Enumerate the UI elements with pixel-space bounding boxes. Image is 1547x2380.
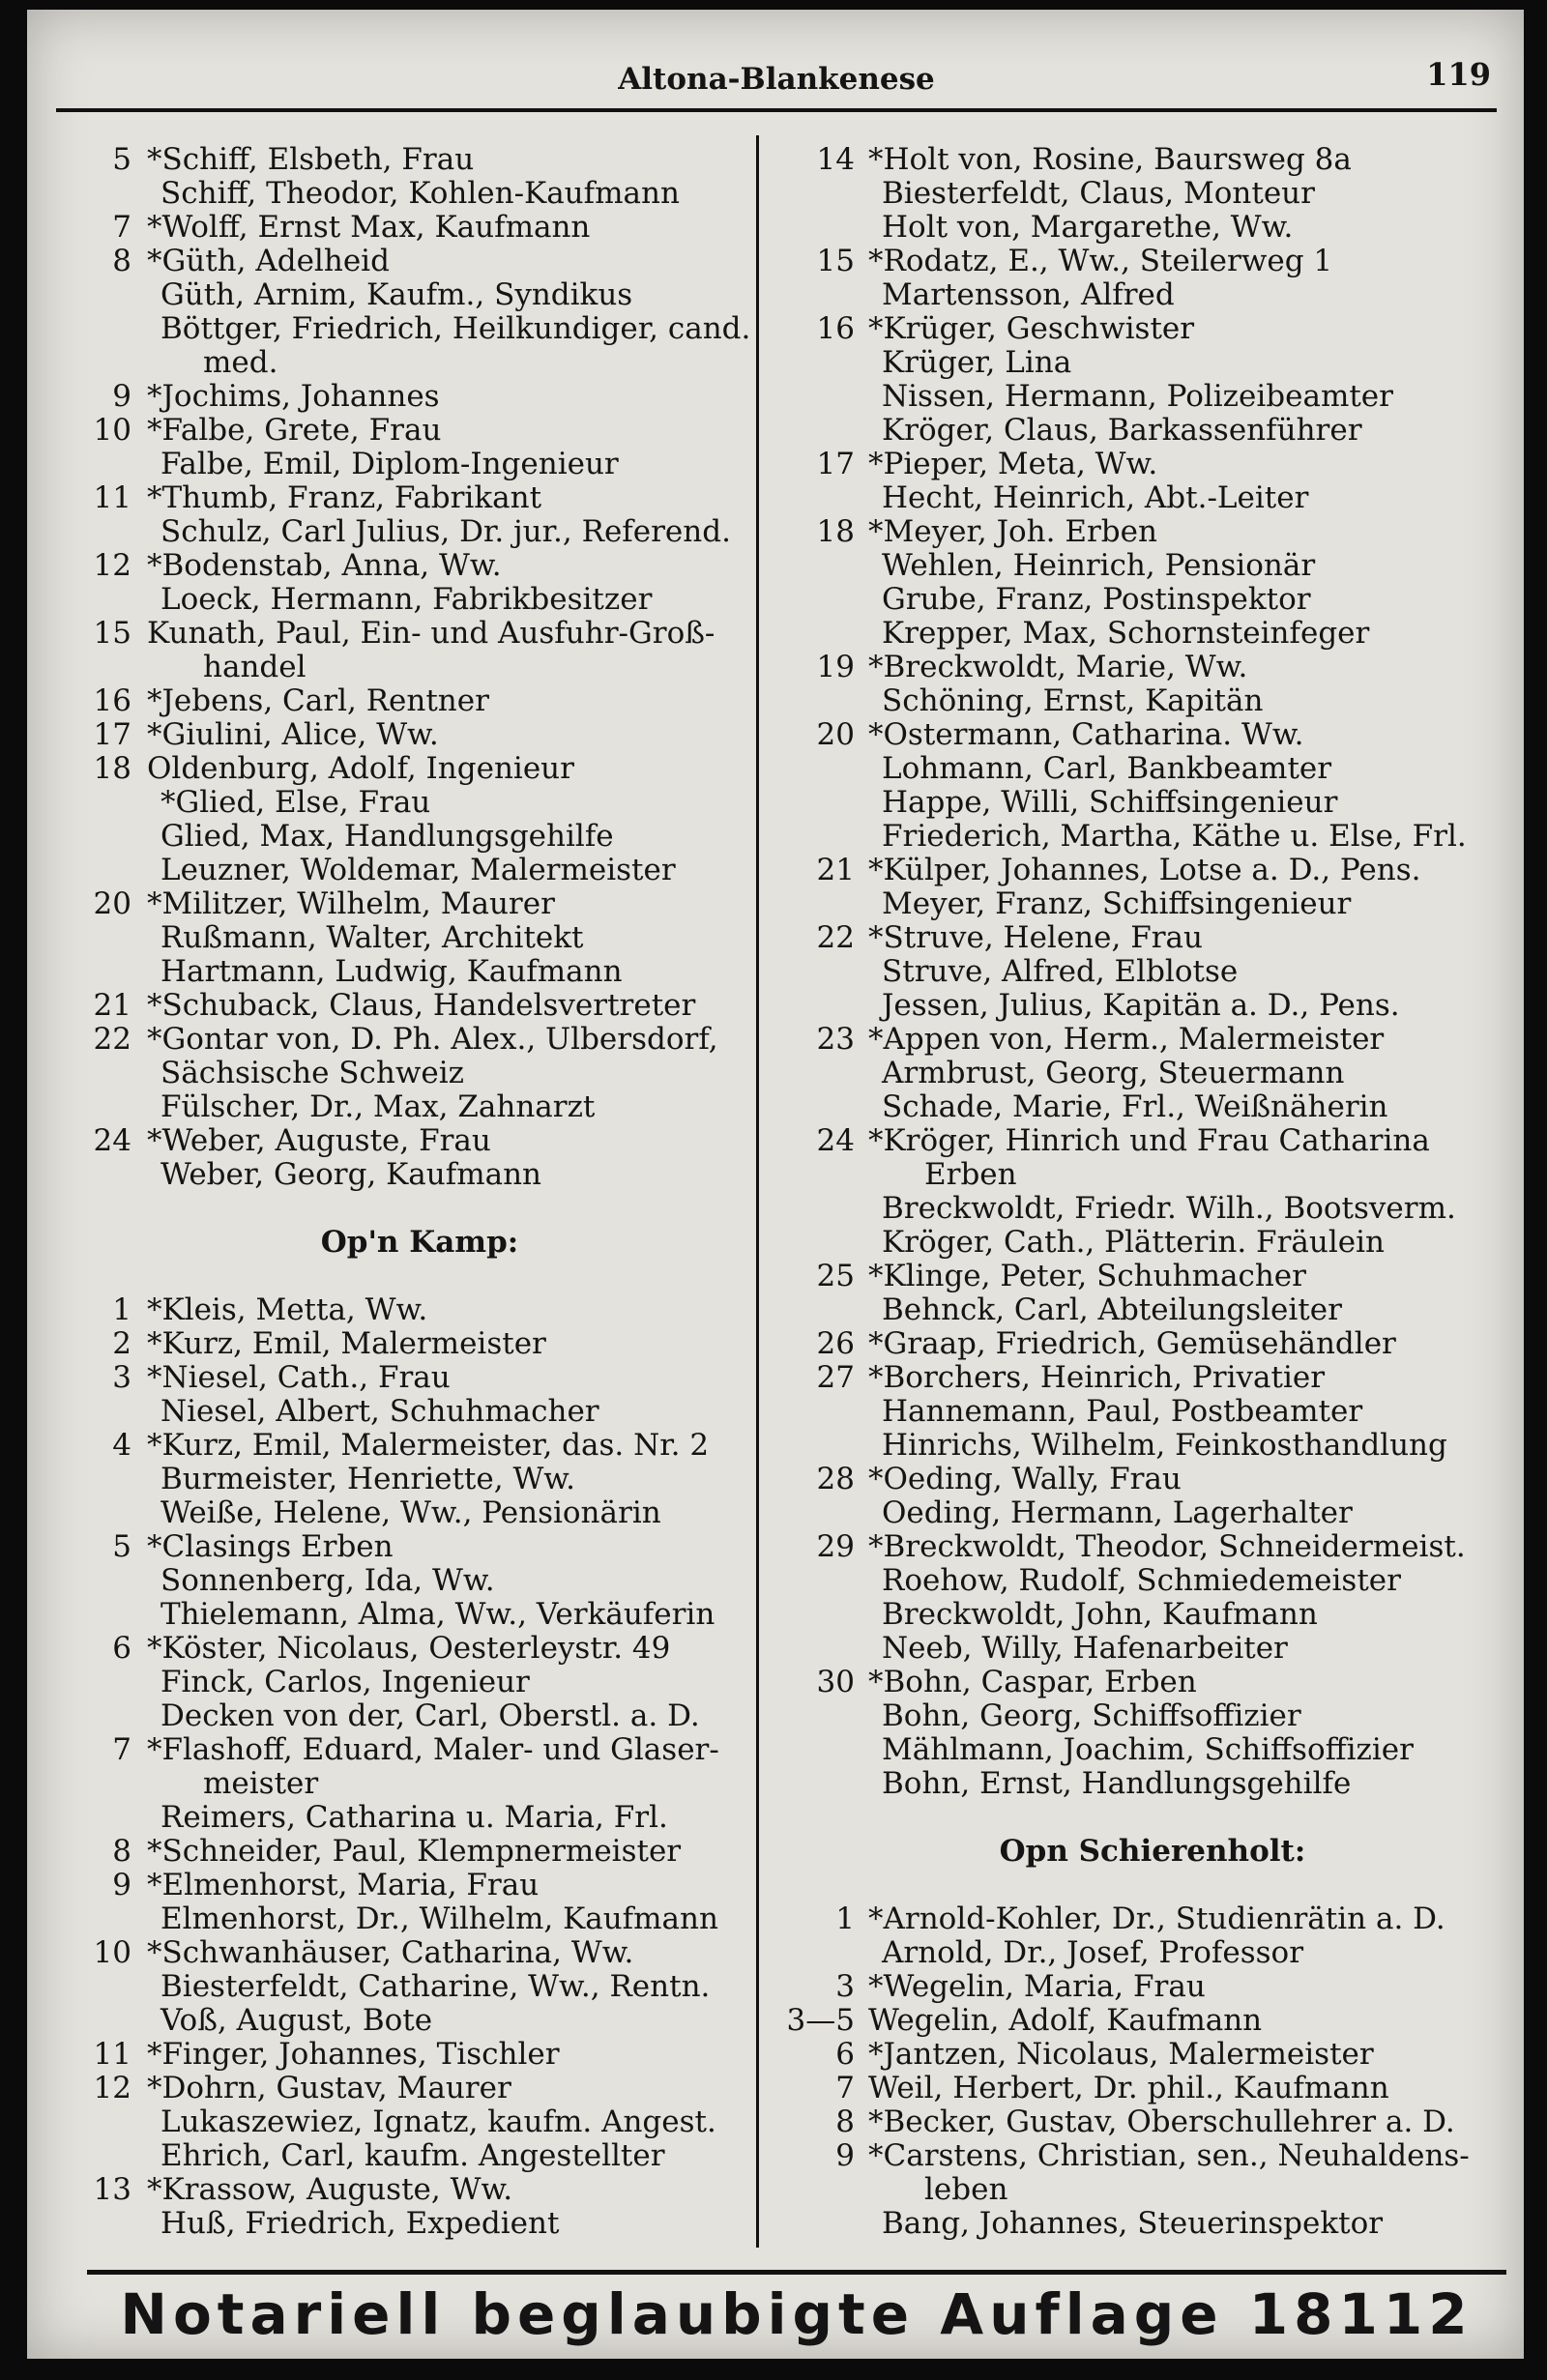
directory-entry <box>72 1327 768 1361</box>
directory-entry <box>72 1970 768 2004</box>
directory-entry <box>72 177 768 211</box>
house-number: 9 <box>835 2138 855 2173</box>
directory-entry <box>785 718 1520 752</box>
house-number: 10 <box>93 413 131 448</box>
directory-entry <box>785 1226 1520 1260</box>
resident-entry: *Gontar von, D. Ph. Alex., Ulbersdorf, <box>147 1022 718 1057</box>
resident-entry: med. <box>203 345 278 380</box>
directory-entry <box>72 854 768 887</box>
resident-entry: *Rodatz, E., Ww., Steilerweg 1 <box>868 244 1333 278</box>
directory-entry <box>785 143 1520 177</box>
circulation-notice: Notariell beglaubigte Auflage 18112 <box>120 2281 1474 2347</box>
resident-entry: Mählmann, Joachim, Schiffsoffizier <box>882 1732 1414 1767</box>
resident-entry: Rußmann, Walter, Architekt <box>161 920 584 955</box>
directory-entry <box>72 752 768 786</box>
house-number: 21 <box>816 853 855 887</box>
directory-entry <box>72 1598 768 1632</box>
resident-entry: Holt von, Margarethe, Ww. <box>882 210 1294 245</box>
resident-entry: Güth, Arnim, Kaufm., Syndikus <box>161 277 633 312</box>
directory-entry <box>785 820 1520 854</box>
resident-entry: Leuzner, Woldemar, Malermeister <box>161 853 676 887</box>
resident-entry: *Glied, Else, Frau <box>161 785 431 820</box>
directory-entry <box>72 1801 768 1835</box>
directory-entry <box>785 1564 1520 1598</box>
directory-entry <box>785 1530 1520 1564</box>
directory-entry <box>785 1090 1520 1124</box>
resident-entry: meister <box>203 1766 319 1801</box>
resident-entry: *Meyer, Joh. Erben <box>868 514 1157 549</box>
directory-entry <box>72 143 768 177</box>
directory-entry <box>785 312 1520 346</box>
directory-entry <box>72 1023 768 1057</box>
directory-entry <box>785 481 1520 515</box>
resident-entry: Reimers, Catharina u. Maria, Frl. <box>161 1800 668 1835</box>
resident-entry: *Militzer, Wilhelm, Maurer <box>147 886 555 921</box>
resident-entry: *Thumb, Franz, Fabrikant <box>147 480 542 515</box>
house-number: 1 <box>112 1292 131 1327</box>
directory-entry <box>72 1733 768 1767</box>
directory-entry <box>785 515 1520 549</box>
resident-entry: Schöning, Ernst, Kapitän <box>882 683 1264 718</box>
resident-entry: *Graap, Friedrich, Gemüsehändler <box>868 1326 1396 1361</box>
resident-entry: Arnold, Dr., Josef, Professor <box>882 1935 1304 1970</box>
directory-entry <box>785 752 1520 786</box>
directory-entry <box>785 380 1520 414</box>
resident-entry: *Jantzen, Nicolaus, Malermeister <box>868 2037 1374 2072</box>
house-number: 20 <box>816 717 855 752</box>
directory-entry <box>72 2004 768 2038</box>
column-divider <box>756 135 759 2248</box>
directory-entry <box>72 1057 768 1090</box>
directory-entry <box>72 278 768 312</box>
resident-entry: *Schneider, Paul, Klempnermeister <box>147 1834 682 1869</box>
resident-entry: *Appen von, Herm., Malermeister <box>868 1022 1385 1057</box>
directory-entry <box>785 617 1520 651</box>
house-number: 8 <box>112 1834 131 1869</box>
directory-entry <box>72 1429 768 1463</box>
directory-entry <box>785 278 1520 312</box>
resident-entry: Kunath, Paul, Ein- und Ausfuhr-Groß- <box>147 616 715 651</box>
directory-entry <box>785 2105 1520 2139</box>
resident-entry: *Clasings Erben <box>147 1529 394 1564</box>
resident-entry: *Ostermann, Catharina. Ww. <box>868 717 1304 752</box>
resident-entry: Oeding, Hermann, Lagerhalter <box>882 1495 1353 1530</box>
directory-entry <box>72 1835 768 1869</box>
resident-entry: *Kröger, Hinrich und Frau Catharina <box>868 1123 1430 1158</box>
resident-entry: Ehrich, Carl, kaufm. Angestellter <box>161 2138 665 2173</box>
house-number: 24 <box>816 1123 855 1158</box>
house-number: 4 <box>112 1428 131 1463</box>
house-number: 3 <box>835 1969 855 2004</box>
house-number: 10 <box>93 1935 131 1970</box>
resident-entry: Friederich, Martha, Käthe u. Else, Frl. <box>882 819 1467 854</box>
directory-entry <box>785 211 1520 245</box>
resident-entry: Loeck, Hermann, Fabrikbesitzer <box>161 582 653 617</box>
directory-entry <box>785 955 1520 989</box>
directory-entry <box>72 583 768 617</box>
directory-entry <box>785 1260 1520 1293</box>
resident-entry: Neeb, Willy, Hafenarbeiter <box>882 1631 1288 1666</box>
directory-entry <box>72 346 768 380</box>
resident-entry: Burmeister, Henriette, Ww. <box>161 1462 576 1496</box>
directory-entry <box>785 2207 1520 2241</box>
directory-entry <box>785 1192 1520 1226</box>
directory-entry <box>72 921 768 955</box>
resident-entry: Voß, August, Bote <box>161 2003 433 2038</box>
resident-entry: Breckwoldt, John, Kaufmann <box>882 1597 1318 1632</box>
house-number: 27 <box>816 1360 855 1395</box>
house-number: 25 <box>816 1259 855 1293</box>
house-number: 16 <box>93 683 131 718</box>
resident-entry: Jessen, Julius, Kapitän a. D., Pens. <box>882 988 1400 1023</box>
resident-entry: *Krüger, Geschwister <box>868 311 1195 346</box>
resident-entry: *Breckwoldt, Marie, Ww. <box>868 650 1248 684</box>
directory-entry <box>785 1124 1520 1158</box>
directory-entry <box>72 617 768 651</box>
house-number: 16 <box>816 311 855 346</box>
directory-entry <box>785 1429 1520 1463</box>
resident-entry: Hannemann, Paul, Postbeamter <box>882 1394 1363 1429</box>
resident-entry: *Carstens, Christian, sen., Neuhaldens- <box>868 2138 1470 2173</box>
resident-entry: *Klinge, Peter, Schuhmacher <box>868 1259 1306 1293</box>
resident-entry: *Borchers, Heinrich, Privatier <box>868 1360 1326 1395</box>
house-number: 22 <box>816 920 855 955</box>
directory-entry <box>72 786 768 820</box>
resident-entry: Wegelin, Adolf, Kaufmann <box>868 2003 1263 2038</box>
resident-entry: Armbrust, Georg, Steuermann <box>882 1056 1345 1090</box>
resident-entry: Schulz, Carl Julius, Dr. jur., Referend. <box>161 514 731 549</box>
resident-entry: Weil, Herbert, Dr. phil., Kaufmann <box>868 2071 1389 2105</box>
house-number: 28 <box>816 1462 855 1496</box>
directory-entry <box>785 989 1520 1023</box>
directory-entry <box>785 549 1520 583</box>
resident-entry: Bohn, Ernst, Handlungsgehilfe <box>882 1766 1352 1801</box>
directory-entry <box>785 1767 1520 1801</box>
directory-entry <box>785 1632 1520 1666</box>
house-number: 6 <box>835 2037 855 2072</box>
house-number: 11 <box>93 480 131 515</box>
directory-entry <box>72 481 768 515</box>
resident-entry: *Köster, Nicolaus, Oesterleystr. 49 <box>147 1631 671 1666</box>
house-number: 15 <box>816 244 855 278</box>
directory-entry <box>72 2105 768 2139</box>
directory-entry <box>785 1598 1520 1632</box>
house-number: 19 <box>816 650 855 684</box>
directory-entry <box>72 1124 768 1158</box>
left-column <box>72 143 768 2241</box>
directory-entry <box>785 177 1520 211</box>
directory-entry <box>72 1090 768 1124</box>
house-number: 14 <box>816 142 855 177</box>
resident-entry: Hartmann, Ludwig, Kaufmann <box>161 954 623 989</box>
directory-entry <box>785 1023 1520 1057</box>
resident-entry: *Finger, Johannes, Tischler <box>147 2037 560 2072</box>
resident-entry: handel <box>203 650 306 684</box>
resident-entry: Krepper, Max, Schornsteinfeger <box>882 616 1370 651</box>
resident-entry: *Falbe, Grete, Frau <box>147 413 442 448</box>
resident-entry: Biesterfeldt, Claus, Monteur <box>882 176 1315 211</box>
house-number: 24 <box>93 1123 131 1158</box>
directory-entry <box>785 651 1520 684</box>
resident-entry: *Becker, Gustav, Oberschullehrer a. D. <box>868 2104 1455 2139</box>
directory-entry <box>72 414 768 448</box>
house-number: 3 <box>112 1360 131 1395</box>
right-column <box>785 143 1520 2241</box>
directory-entry <box>72 549 768 583</box>
resident-entry: *Giulini, Alice, Ww. <box>147 717 439 752</box>
house-number: 5 <box>112 142 131 177</box>
resident-entry: Hinrichs, Wilhelm, Feinkosthandlung <box>882 1428 1447 1463</box>
directory-entry <box>72 448 768 481</box>
directory-entry <box>785 921 1520 955</box>
resident-entry: *Schwanhäuser, Catharina, Ww. <box>147 1935 634 1970</box>
directory-entry <box>785 1057 1520 1090</box>
house-number: 13 <box>93 2172 131 2207</box>
resident-entry: *Schuback, Claus, Handelsvertreter <box>147 988 696 1023</box>
house-number: 11 <box>93 2037 131 2072</box>
house-number: 26 <box>816 1326 855 1361</box>
resident-entry: Glied, Max, Handlungsgehilfe <box>161 819 614 854</box>
resident-entry: leben <box>924 2172 1008 2207</box>
directory-entry <box>785 2038 1520 2072</box>
directory-entry <box>72 312 768 346</box>
resident-entry: Böttger, Friedrich, Heilkundiger, cand. <box>161 311 751 346</box>
directory-entry <box>785 1902 1520 1936</box>
street-heading: Op'n Kamp: <box>320 1225 519 1260</box>
house-number: 15 <box>93 616 131 651</box>
directory-entry <box>785 414 1520 448</box>
resident-entry: Meyer, Franz, Schiffsingenieur <box>882 886 1352 921</box>
house-number: 29 <box>816 1529 855 1564</box>
directory-entry <box>72 1699 768 1733</box>
house-number: 20 <box>93 886 131 921</box>
directory-entry <box>72 2072 768 2105</box>
directory-entry <box>785 1463 1520 1496</box>
resident-entry: *Kleis, Metta, Ww. <box>147 1292 428 1327</box>
directory-entry <box>72 684 768 718</box>
directory-entry <box>72 1936 768 1970</box>
directory-entry <box>785 2072 1520 2105</box>
resident-entry: Finck, Carlos, Ingenieur <box>161 1665 530 1699</box>
house-number: 7 <box>112 1732 131 1767</box>
resident-entry: Falbe, Emil, Diplom-Ingenieur <box>161 447 619 481</box>
house-number: 17 <box>93 717 131 752</box>
street-heading: Opn Schierenholt: <box>999 1834 1306 1869</box>
house-number: 18 <box>93 751 131 786</box>
resident-entry: Grube, Franz, Postinspektor <box>882 582 1311 617</box>
resident-entry: *Bodenstab, Anna, Ww. <box>147 548 502 583</box>
directory-entry <box>72 1564 768 1598</box>
resident-entry: Behnck, Carl, Abteilungsleiter <box>882 1292 1342 1327</box>
directory-entry <box>785 1733 1520 1767</box>
resident-entry: Hecht, Heinrich, Abt.-Leiter <box>882 480 1309 515</box>
footer-rule <box>87 2270 1506 2275</box>
resident-entry: *Schiff, Elsbeth, Frau <box>147 142 475 177</box>
directory-entry <box>72 718 768 752</box>
house-number: 17 <box>816 447 855 481</box>
resident-entry: Bang, Johannes, Steuerinspektor <box>882 2206 1384 2241</box>
resident-entry: Nissen, Hermann, Polizeibeamter <box>882 379 1393 414</box>
resident-entry: Erben <box>924 1157 1017 1192</box>
directory-entry <box>785 786 1520 820</box>
resident-entry: Happe, Willi, Schiffsingenieur <box>882 785 1338 820</box>
resident-entry: Decken von der, Carl, Oberstl. a. D. <box>161 1698 700 1733</box>
directory-entry <box>785 1293 1520 1327</box>
resident-entry: *Holt von, Rosine, Baursweg 8a <box>868 142 1352 177</box>
resident-entry: *Bohn, Caspar, Erben <box>868 1665 1197 1699</box>
directory-entry <box>72 1496 768 1530</box>
resident-entry: *Jebens, Carl, Rentner <box>147 683 489 718</box>
resident-entry: *Flashoff, Eduard, Maler- und Glaser- <box>147 1732 719 1767</box>
resident-entry: Kröger, Claus, Barkassenführer <box>882 413 1362 448</box>
resident-entry: *Elmenhorst, Maria, Frau <box>147 1868 540 1902</box>
directory-entry <box>72 2038 768 2072</box>
directory-entry <box>785 1361 1520 1395</box>
directory-entry <box>785 448 1520 481</box>
resident-entry: Thielemann, Alma, Ww., Verkäuferin <box>161 1597 715 1632</box>
directory-entry <box>72 820 768 854</box>
resident-entry: Lukaszewiez, Ignatz, kaufm. Angest. <box>161 2104 716 2139</box>
page-number: 119 <box>1426 56 1491 93</box>
directory-entry <box>785 1936 1520 1970</box>
directory-entry <box>785 854 1520 887</box>
house-number: 1 <box>835 1901 855 1936</box>
directory-entry <box>72 1361 768 1395</box>
resident-entry: *Weber, Auguste, Frau <box>147 1123 491 1158</box>
resident-entry: Roehow, Rudolf, Schmiedemeister <box>882 1563 1401 1598</box>
house-number: 7 <box>835 2071 855 2105</box>
resident-entry: *Wolff, Ernst Max, Kaufmann <box>147 210 591 245</box>
directory-entry <box>72 1463 768 1496</box>
house-number: 3—5 <box>786 2003 855 2038</box>
directory-entry <box>72 1902 768 1936</box>
directory-entry <box>785 2173 1520 2207</box>
resident-entry: Kröger, Cath., Plätterin. Fräulein <box>882 1225 1385 1260</box>
resident-entry: Struve, Alfred, Elblotse <box>882 954 1239 989</box>
resident-entry: *Kurz, Emil, Malermeister <box>147 1326 546 1361</box>
resident-entry: Fülscher, Dr., Max, Zahnarzt <box>161 1089 596 1124</box>
house-number: 12 <box>93 2071 131 2105</box>
resident-entry: Sächsische Schweiz <box>161 1056 464 1090</box>
directory-entry <box>785 1496 1520 1530</box>
directory-entry <box>785 2004 1520 2038</box>
directory-entry <box>72 651 768 684</box>
directory-entry <box>785 1395 1520 1429</box>
directory-entry <box>785 684 1520 718</box>
directory-entry <box>72 887 768 921</box>
house-number: 8 <box>835 2104 855 2139</box>
resident-entry: Lohmann, Carl, Bankbeamter <box>882 751 1332 786</box>
directory-entry <box>72 211 768 245</box>
resident-entry: *Güth, Adelheid <box>147 244 390 278</box>
resident-entry: Elmenhorst, Dr., Wilhelm, Kaufmann <box>161 1901 718 1936</box>
directory-entry <box>785 2139 1520 2173</box>
house-number: 18 <box>816 514 855 549</box>
resident-entry: Bohn, Georg, Schiffsoffizier <box>882 1698 1301 1733</box>
resident-entry: Wehlen, Heinrich, Pensionär <box>882 548 1316 583</box>
directory-entry <box>72 1530 768 1564</box>
page-header <box>56 50 1497 112</box>
house-number: 22 <box>93 1022 131 1057</box>
directory-entry <box>785 1158 1520 1192</box>
directory-entry <box>72 1869 768 1902</box>
resident-entry: Weber, Georg, Kaufmann <box>161 1157 542 1192</box>
resident-entry: *Pieper, Meta, Ww. <box>868 447 1158 481</box>
directory-entry <box>72 955 768 989</box>
directory-entry <box>785 583 1520 617</box>
resident-entry: *Külper, Johannes, Lotse a. D., Pens. <box>868 853 1421 887</box>
resident-entry: *Jochims, Johannes <box>147 379 440 414</box>
house-number: 2 <box>112 1326 131 1361</box>
directory-entry <box>785 887 1520 921</box>
directory-page <box>27 10 1524 2359</box>
directory-entry <box>72 1767 768 1801</box>
directory-entry <box>785 1666 1520 1699</box>
directory-entry <box>72 1293 768 1327</box>
directory-entry <box>785 1699 1520 1733</box>
directory-entry <box>72 2139 768 2173</box>
directory-entry <box>785 346 1520 380</box>
resident-entry: Huß, Friedrich, Expedient <box>161 2206 560 2241</box>
directory-entry <box>72 989 768 1023</box>
directory-entry <box>785 1327 1520 1361</box>
resident-entry: Schade, Marie, Frl., Weißnäherin <box>882 1089 1388 1124</box>
house-number: 8 <box>112 244 131 278</box>
resident-entry: Niesel, Albert, Schuhmacher <box>161 1394 599 1429</box>
house-number: 7 <box>112 210 131 245</box>
resident-entry: Sonnenberg, Ida, Ww. <box>161 1563 495 1598</box>
resident-entry: Martensson, Alfred <box>882 277 1175 312</box>
resident-entry: *Krassow, Auguste, Ww. <box>147 2172 513 2207</box>
directory-entry <box>72 245 768 278</box>
directory-entry <box>72 1395 768 1429</box>
page-title: Altona-Blankenese <box>618 62 935 97</box>
house-number: 5 <box>112 1529 131 1564</box>
house-number: 30 <box>816 1665 855 1699</box>
house-number: 12 <box>93 548 131 583</box>
resident-entry: *Breckwoldt, Theodor, Schneidermeist. <box>868 1529 1466 1564</box>
resident-entry: *Arnold-Kohler, Dr., Studienrätin a. D. <box>868 1901 1445 1936</box>
directory-entry <box>72 2173 768 2207</box>
directory-entry <box>72 2207 768 2241</box>
resident-entry: *Wegelin, Maria, Frau <box>868 1969 1206 2004</box>
resident-entry: Oldenburg, Adolf, Ingenieur <box>147 751 574 786</box>
house-number: 23 <box>816 1022 855 1057</box>
directory-entry <box>72 380 768 414</box>
directory-entry <box>785 245 1520 278</box>
resident-entry: *Niesel, Cath., Frau <box>147 1360 451 1395</box>
resident-entry: *Struve, Helene, Frau <box>868 920 1203 955</box>
resident-entry: Krüger, Lina <box>882 345 1072 380</box>
directory-entry <box>72 1158 768 1192</box>
directory-entry <box>72 1632 768 1666</box>
house-number: 6 <box>112 1631 131 1666</box>
resident-entry: *Kurz, Emil, Malermeister, das. Nr. 2 <box>147 1428 710 1463</box>
resident-entry: Schiff, Theodor, Kohlen-Kaufmann <box>161 176 680 211</box>
resident-entry: *Oeding, Wally, Frau <box>868 1462 1182 1496</box>
resident-entry: *Dohrn, Gustav, Maurer <box>147 2071 511 2105</box>
directory-entry <box>72 515 768 549</box>
house-number: 9 <box>112 1868 131 1902</box>
directory-entry <box>72 1666 768 1699</box>
resident-entry: Biesterfeldt, Catharine, Ww., Rentn. <box>161 1969 711 2004</box>
directory-entry <box>785 1970 1520 2004</box>
house-number: 9 <box>112 379 131 414</box>
house-number: 21 <box>93 988 131 1023</box>
resident-entry: Breckwoldt, Friedr. Wilh., Bootsverm. <box>882 1191 1456 1226</box>
resident-entry: Weiße, Helene, Ww., Pensionärin <box>161 1495 661 1530</box>
